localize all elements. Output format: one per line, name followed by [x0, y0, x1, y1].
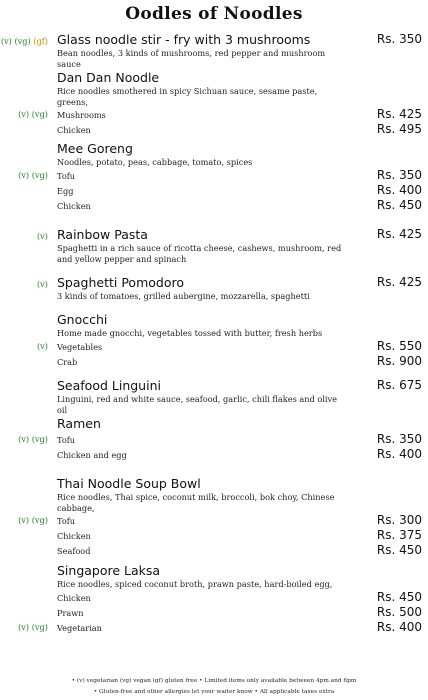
diet-tags	[18, 434, 48, 444]
variant-name: Chicken	[57, 592, 91, 603]
variant-price: Rs. 450	[376, 589, 422, 604]
variant-name: Prawn	[57, 607, 84, 618]
dish-thai-noodle-soup-bowl	[0, 476, 428, 558]
dish-rainbow-pasta	[0, 227, 428, 264]
tag-vg: (vg)	[31, 621, 48, 632]
dish-description: Home made gnocchi, vegetables tossed with butter, fresh herbs	[57, 328, 323, 338]
dish-description: Spaghetti in a rich sauce of ricotta cheese, cashews, mushroom, red and yellow pepper and spinach	[57, 243, 342, 264]
tag-vg: (vg)	[31, 515, 48, 525]
page-title: Oodles of Noodles	[125, 4, 303, 24]
dish-header	[0, 227, 428, 243]
diet-tags	[37, 231, 48, 241]
tag-v: (v)	[18, 169, 30, 180]
dish-description: Rice noodles, Thai spice, coconut milk, broccoli, bok choy, Chinese cabbage,	[57, 492, 335, 513]
dish-header	[0, 70, 428, 86]
dish-name: Rainbow Pasta	[57, 227, 148, 242]
variant-name: Mushrooms	[57, 110, 106, 120]
dish-price: Rs. 425	[376, 275, 422, 289]
dish-description: Bean noodles, 3 kinds of mushrooms, red pepper and mushroom sauce	[57, 48, 326, 69]
dish-header	[0, 378, 428, 394]
dish-name: Thai Noodle Soup Bowl	[57, 476, 201, 491]
dish-header	[0, 32, 428, 48]
variant-price: Rs. 400	[376, 447, 422, 461]
dish-description: Noodles, potato, peas, cabbage, tomato, spices	[57, 157, 253, 167]
dish-ramen	[0, 416, 428, 462]
variant-row	[0, 107, 428, 122]
tag-vg: (vg)	[31, 434, 48, 444]
variant-name: Tofu	[57, 170, 76, 181]
variant-price: Rs. 550	[376, 338, 422, 353]
diet-tags	[18, 622, 48, 632]
dish-header	[0, 312, 428, 328]
dish-price: Rs. 675	[376, 378, 422, 392]
variant-price: Rs. 450	[376, 543, 422, 557]
variant-row	[0, 122, 428, 137]
dish-name: Glass noodle stir - fry with 3 mushrooms	[57, 32, 311, 47]
dish-name: Seafood Linguini	[57, 378, 161, 393]
variant-price: Rs. 400	[376, 182, 422, 197]
diet-tags	[1, 36, 48, 46]
diet-tags	[18, 515, 48, 525]
tag-vg: (vg)	[31, 169, 48, 180]
tag-v: (v)	[36, 231, 48, 241]
variant-price: Rs. 495	[376, 122, 422, 136]
variant-name: Crab	[57, 356, 78, 367]
variant-price: Rs. 900	[376, 353, 422, 368]
tag-gf: (gf)	[33, 36, 48, 46]
dish-glass-noodle-stir-fry-with-3-mushrooms	[0, 32, 428, 69]
footer-legend: • (v) vegetarian (vg) vegan (gf) gluten free • Limited items only available between 4pm and 6pm	[71, 678, 357, 684]
dish-description: Rice noodles, spiced coconut broth, prawn paste, hard-boiled egg,	[57, 579, 333, 589]
dish-price: Rs. 425	[376, 227, 422, 241]
footer-notes: • Gluten-free and other allergies let your waiter know • All applicable taxes extra	[93, 689, 335, 695]
variant-row	[0, 543, 428, 558]
dish-seafood-linguini	[0, 378, 428, 415]
dish-name: Gnocchi	[57, 312, 108, 327]
dish-name: Dan Dan Noodle	[57, 70, 160, 85]
dish-name: Ramen	[57, 416, 101, 431]
dish-spaghetti-pomodoro	[0, 275, 428, 302]
variant-row	[0, 183, 428, 198]
diet-tags	[37, 341, 48, 351]
variant-row	[0, 513, 428, 528]
variant-price: Rs. 350	[376, 432, 422, 446]
variant-price: Rs. 425	[376, 107, 422, 121]
variant-name: Vegetarian	[57, 622, 102, 633]
dish-name: Mee Goreng	[57, 141, 133, 156]
variant-row	[0, 590, 428, 605]
variant-row	[0, 620, 428, 635]
dish-header	[0, 476, 428, 492]
variant-row	[0, 432, 428, 447]
dish-dan-dan-noodle	[0, 70, 428, 137]
tag-v: (v)	[0, 36, 12, 46]
variant-price: Rs. 300	[376, 513, 422, 527]
dish-header	[0, 563, 428, 579]
tag-v: (v)	[18, 434, 30, 444]
variant-name: Chicken and egg	[57, 450, 127, 460]
dish-name: Singapore Laksa	[57, 563, 161, 578]
variant-price: Rs. 400	[376, 619, 422, 634]
dish-gnocchi	[0, 312, 428, 369]
dish-header	[0, 141, 428, 157]
dish-header	[0, 275, 428, 291]
tag-v: (v)	[18, 621, 30, 632]
tag-v: (v)	[36, 340, 48, 351]
variant-name: Tofu	[57, 435, 76, 445]
variant-name: Chicken	[57, 125, 91, 135]
variant-row	[0, 528, 428, 543]
variant-name: Tofu	[57, 516, 76, 526]
dish-description: Rice noodles smothered in spicy Sichuan sauce, sesame paste, greens,	[57, 86, 318, 107]
variant-name: Seafood	[57, 546, 91, 556]
dish-name: Spaghetti Pomodoro	[57, 275, 184, 290]
diet-tags	[18, 109, 48, 119]
dish-header	[0, 416, 428, 432]
variant-row	[0, 168, 428, 183]
variant-row	[0, 354, 428, 369]
dish-mee-goreng	[0, 141, 428, 213]
variant-name: Vegetables	[57, 341, 103, 352]
tag-v: (v)	[18, 515, 30, 525]
dish-description: Linguini, red and white sauce, seafood, garlic, chili flakes and olive oil	[57, 394, 338, 415]
dish-description: 3 kinds of tomatoes, grilled aubergine, mozzarella, spaghetti	[57, 291, 310, 301]
variant-price: Rs. 500	[376, 604, 422, 619]
variant-price: Rs. 375	[376, 528, 422, 542]
tag-vg: (vg)	[14, 36, 31, 46]
diet-tags	[37, 279, 48, 289]
variant-name: Chicken	[57, 531, 91, 541]
dish-singapore-laksa	[0, 563, 428, 635]
variant-name: Chicken	[57, 200, 91, 211]
variant-row	[0, 198, 428, 213]
variant-row	[0, 447, 428, 462]
diet-tags	[18, 170, 48, 180]
dish-price: Rs. 350	[376, 32, 422, 46]
variant-price: Rs. 450	[376, 197, 422, 212]
variant-row	[0, 339, 428, 354]
tag-vg: (vg)	[31, 109, 48, 119]
variant-name: Egg	[57, 185, 74, 196]
tag-v: (v)	[18, 109, 30, 119]
variant-price: Rs. 350	[376, 167, 422, 182]
tag-v: (v)	[36, 279, 48, 289]
variant-row	[0, 605, 428, 620]
